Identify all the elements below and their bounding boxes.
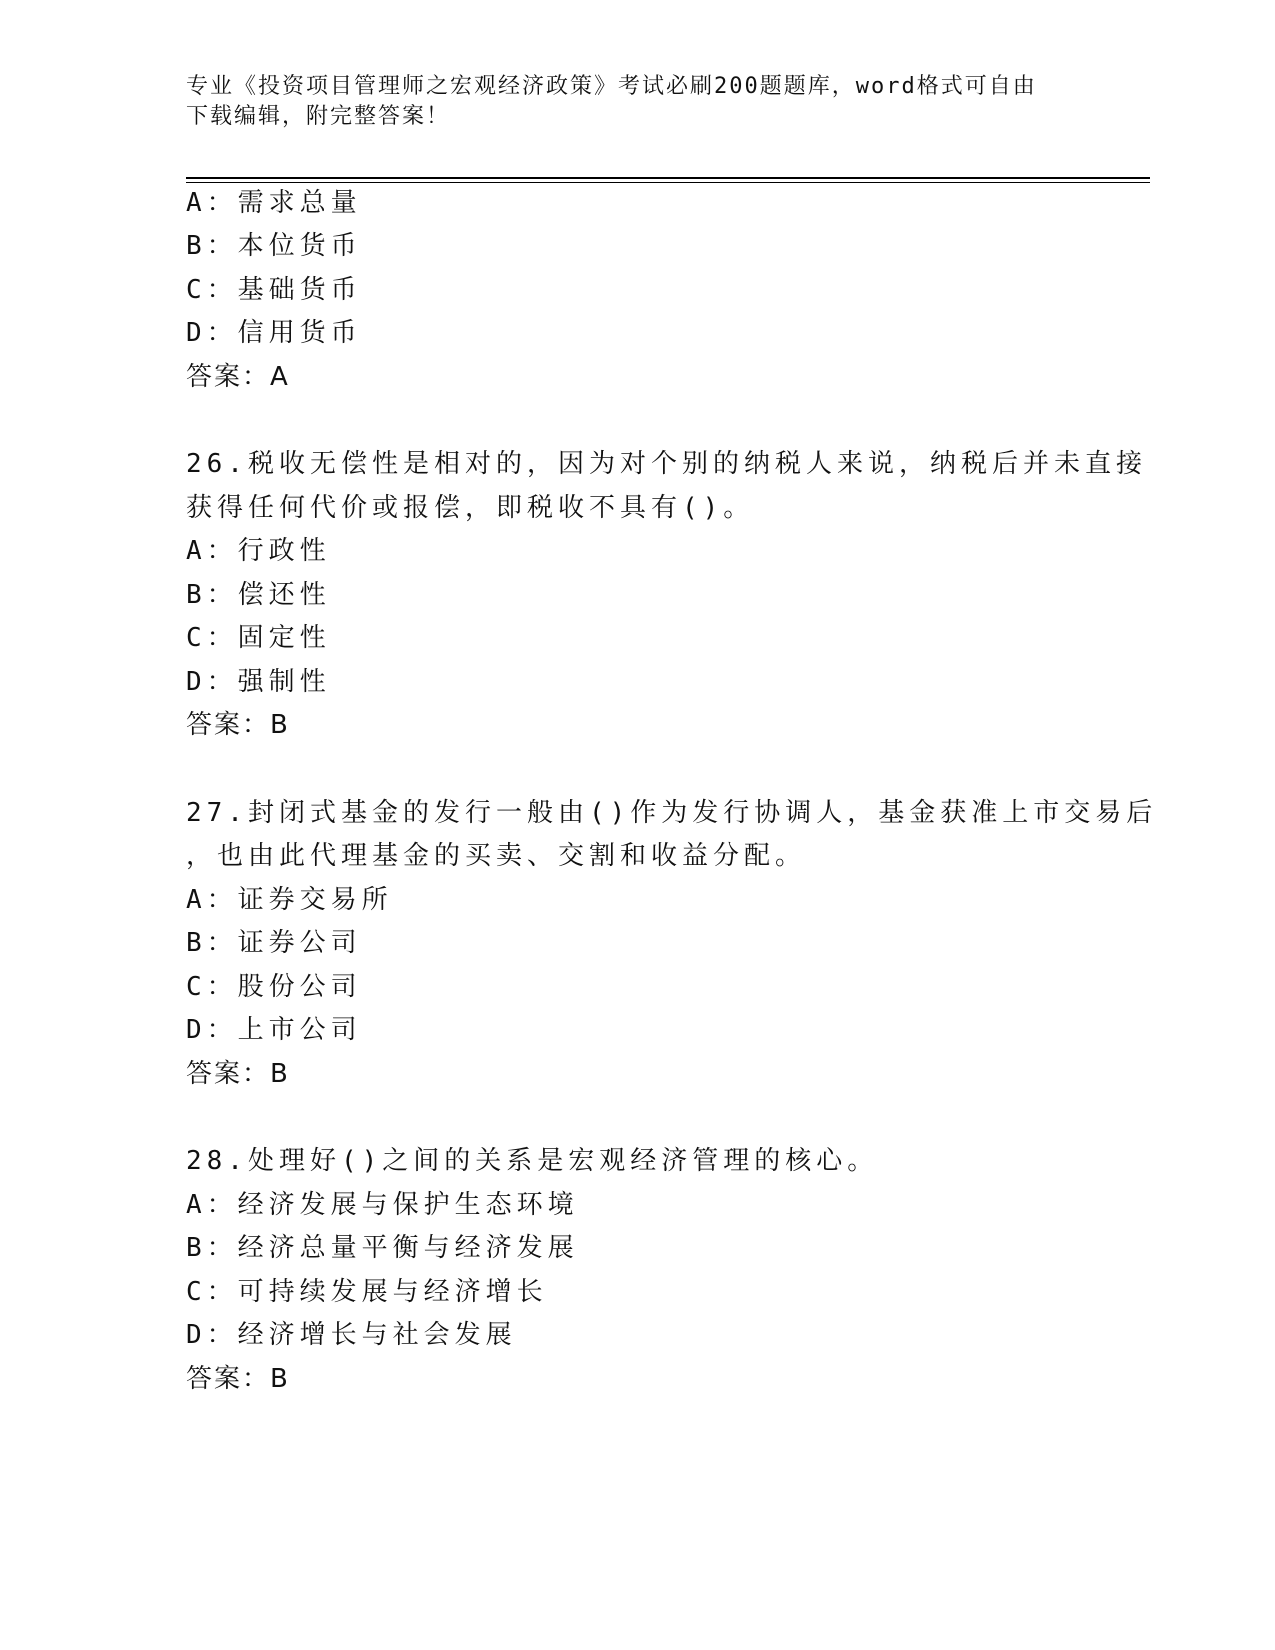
q27-option-c: C：股份公司 [186,972,362,1002]
q26-option-a: A：行政性 [186,536,331,566]
q27-option-a: A：证券交易所 [186,885,393,915]
q26-option-b: B：偿还性 [186,580,331,610]
header-title-line-1: 专业《投资项目管理师之宏观经济政策》考试必刷200题题库，word格式可自由 [186,74,1037,99]
q25-answer: 答案：A [186,362,290,392]
q28-stem-line-1: 28.处理好()之间的关系是宏观经济管理的核心。 [186,1146,879,1176]
header-title-line-2: 下载编辑，附完整答案！ [186,104,451,129]
q27-option-b: B：证券公司 [186,928,362,958]
q27-stem-line-2: ，也由此代理基金的买卖、交割和收益分配。 [186,841,807,871]
q26-option-d: D：强制性 [186,667,331,697]
q27-answer: 答案：B [186,1059,290,1089]
q26-stem-line-1: 26.税收无偿性是相对的，因为对个别的纳税人来说，纳税后并未直接 [186,449,1147,479]
document-header [186,72,1076,132]
header-divider-thin [186,182,1150,183]
q26-answer: 答案：B [186,710,290,740]
q28-option-d: D：经济增长与社会发展 [186,1320,517,1350]
q27-option-d: D：上市公司 [186,1015,362,1045]
q26-stem-line-2: 获得任何代价或报偿，即税收不具有()。 [186,493,755,523]
header-divider-thick [186,177,1150,179]
q28-option-b: B：经济总量平衡与经济发展 [186,1233,579,1263]
q25-option-b: B：本位货币 [186,231,362,261]
q26-option-c: C：固定性 [186,623,331,653]
q28-answer: 答案：B [186,1364,290,1394]
q25-option-d: D：信用货币 [186,318,362,348]
q25-option-a: A：需求总量 [186,188,362,218]
q27-stem-line-1: 27.封闭式基金的发行一般由()作为发行协调人，基金获准上市交易后 [186,798,1158,828]
q25-option-c: C：基础货币 [186,275,362,305]
q28-option-a: A：经济发展与保护生态环境 [186,1190,579,1220]
q28-option-c: C：可持续发展与经济增长 [186,1277,548,1307]
